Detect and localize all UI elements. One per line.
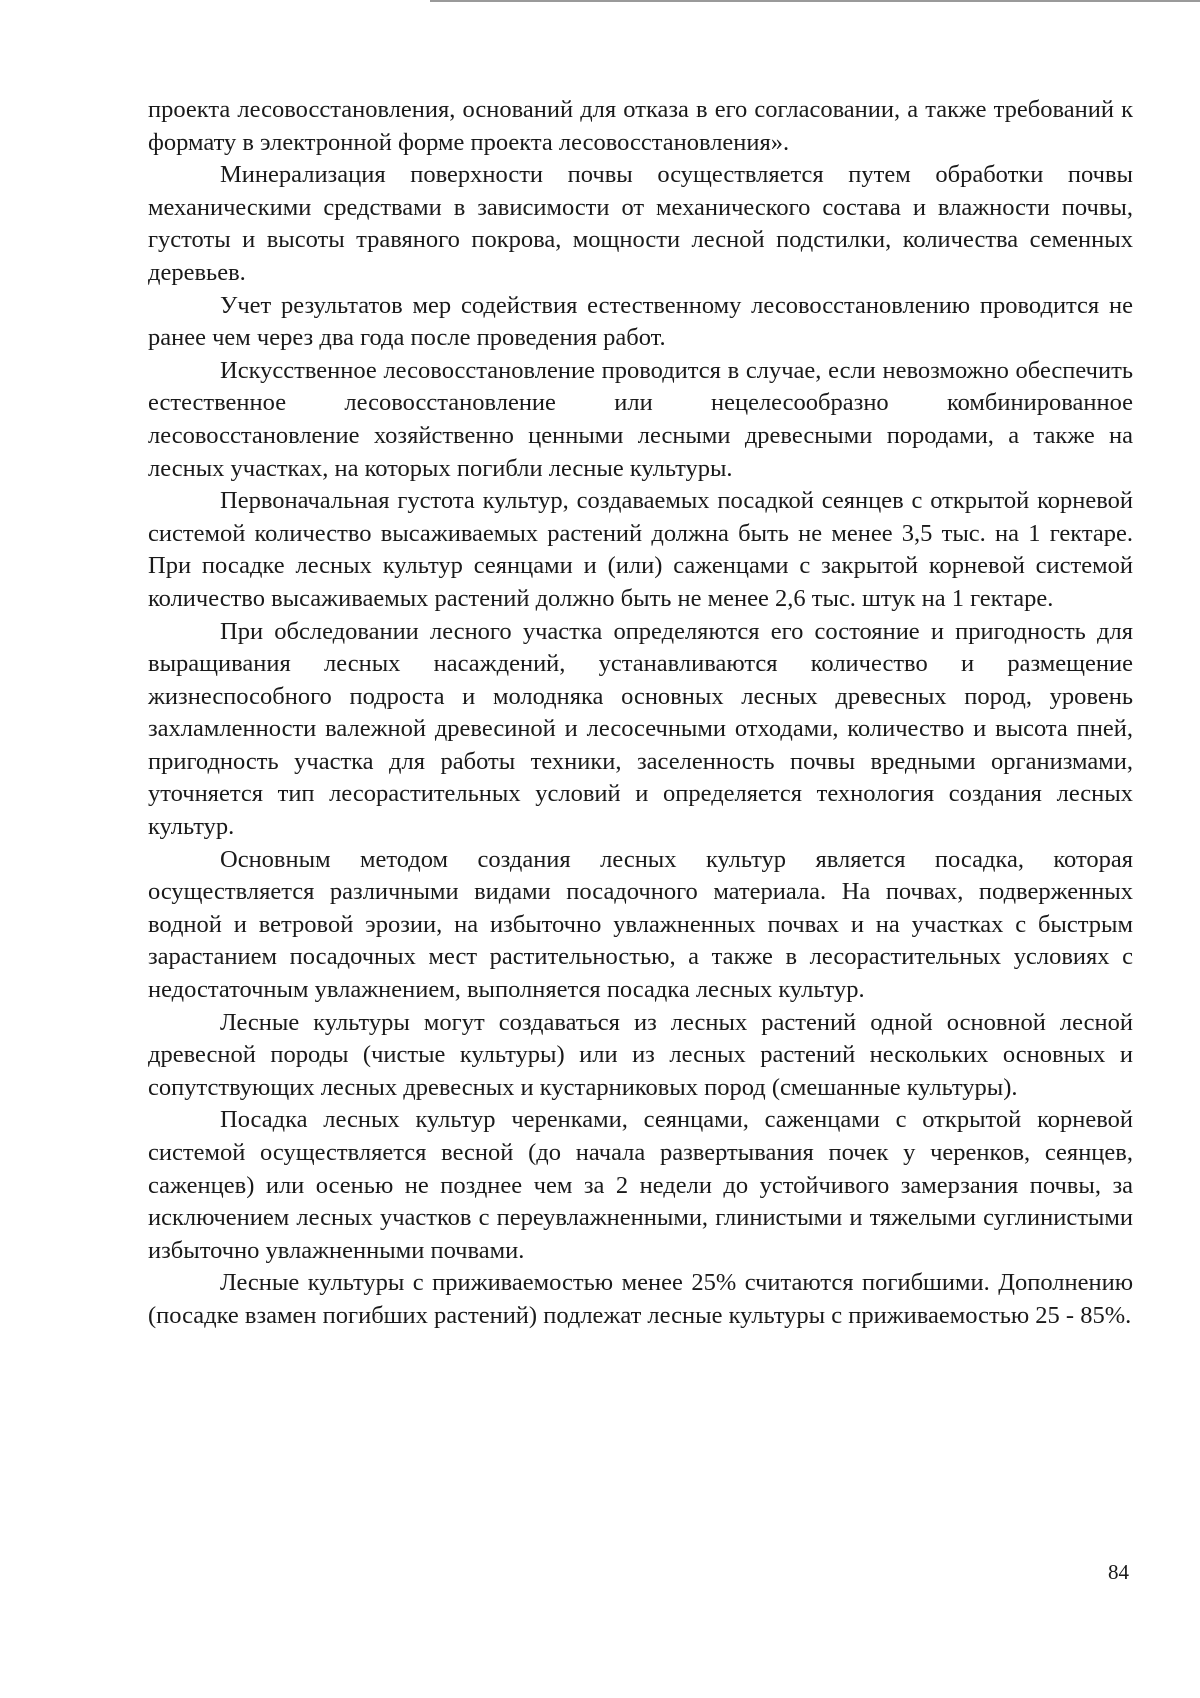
paragraph: Основным методом создания лесных культур является посадка, которая осуществляется различными видами посадочного материала. На почвах, подверженных водной и ветровой эрозии, на избыточно увлажненных почвах и на участках с быстрым зарастанием посадочных мест растительностью, а также в лесорастительных условиях с недостаточным увлажнением, выполняется посадка лесных культур.: [148, 845, 1133, 1004]
scan-top-edge-rule: [430, 0, 1200, 2]
paragraph: Посадка лесных культур черенками, сеянцами, саженцами с открытой корневой системой осуществляется весной (до начала развертывания почек у черенков, сеянцев, саженцев) или осенью не позднее чем за 2 недели до устойчивого замерзания почвы, за исключением лесных участков с переувлажненными, глинистыми и тяжелыми суглинистыми избыточно увлажненными почвами.: [148, 1106, 1133, 1264]
paragraph-continuation: проекта лесовосстановления, оснований для отказа в его согласовании, а также требований к формату в электронной форме проекта лесовосстановления».: [148, 96, 1133, 156]
paragraph: При обследовании лесного участка определяются его состояние и пригодность для выращивания лесных насаждений, устанавливаются количество и размещение жизнеспособного подроста и молодняка основных лесных древесных пород, уровень захламленности валежной древесиной и лесосечными отходами, количество и высота пней, пригодность участка для работы техники, заселенность почвы вредными организмами, уточняется тип лесорастительных условий и определяется технология создания лесных культур.: [148, 617, 1133, 841]
document-body: [148, 94, 1133, 1333]
page-number: 84: [1108, 1560, 1129, 1584]
paragraph: Первоначальная густота культур, создаваемых посадкой сеянцев с открытой корневой системой количество высаживаемых растений должна быть не менее 3,5 тыс. на 1 гектаре. При посадке лесных культур сеянцами и (или) саженцами с закрытой корневой системой количество высаживаемых растений должно быть не менее 2,6 тыс. штук на 1 гектаре.: [148, 487, 1133, 612]
paragraph: Лесные культуры с приживаемостью менее 25% считаются погибшими. Дополнению (посадке взамен погибших растений) подлежат лесные культуры с приживаемостью 25 - 85%.: [148, 1269, 1133, 1329]
paragraph: Учет результатов мер содействия естественному лесовосстановлению проводится не ранее чем через два года после проведения работ.: [148, 291, 1133, 352]
paragraph: Искусственное лесовосстановление проводится в случае, если невозможно обеспечить естественное лесовосстановление или нецелесообразно комбинированное лесовосстановление хозяйственно ценными лесными древесными породами, а также на лесных участках, на которых погибли лесные культуры.: [148, 356, 1133, 482]
paragraph: Минерализация поверхности почвы осуществляется путем обработки почвы механическими средствами в зависимости от механического состава и влажности почвы, густоты и высоты травяного покрова, мощности лесной подстилки, количества семенных деревьев.: [148, 161, 1133, 286]
paragraph: Лесные культуры могут создаваться из лесных растений одной основной лесной древесной породы (чистые культуры) или из лесных растений нескольких основных и сопутствующих лесных древесных и кустарниковых пород (смешанные культуры).: [148, 1008, 1133, 1101]
